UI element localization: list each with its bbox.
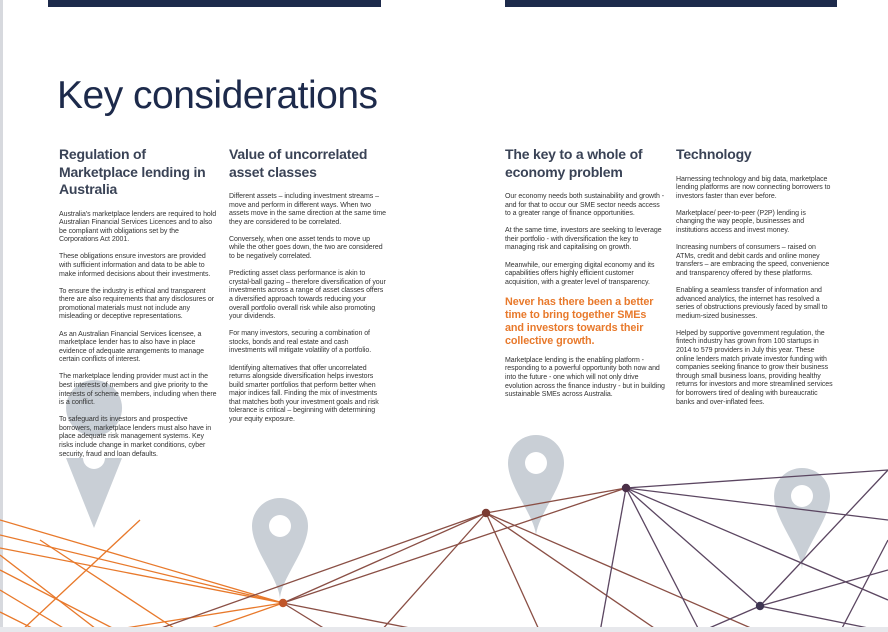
column-regulation <box>59 146 217 468</box>
location-pin-icon <box>252 498 308 600</box>
network-node <box>622 484 630 492</box>
network-lines-brown <box>150 488 760 632</box>
section-heading: Value of uncorrelated asset classes <box>229 146 368 180</box>
paragraph: The marketplace lending provider must act in the best interests of members and give priority to the interests of scheme members, including when there is a conflict. <box>59 373 217 407</box>
paragraph: Conversely, when one asset tends to move up while the other goes down, the two are considered to be negatively correlated. <box>229 235 383 261</box>
section-heading: Regulation of Marketplace lending in Australia <box>59 146 206 197</box>
section-heading: The key to a whole of economy problem <box>505 146 643 180</box>
paragraph: Enabling a seamless transfer of information and advanced analytics, the internet has resolved a series of obstructions previously faced by small to medium-sized businesses. <box>676 286 828 320</box>
column-technology <box>676 146 834 416</box>
bottom-rule <box>0 627 888 632</box>
network-lines-orange <box>0 520 283 632</box>
pull-quote: Never has there been a better time to bring together SMEs and investors towards their collective growth. <box>505 295 654 347</box>
paragraph: Our economy needs both sustainability and growth - and for that to occur our SME sector needs access to a greater range of finance opportunities. <box>505 193 664 218</box>
network-node <box>482 509 490 517</box>
paragraph: Harnessing technology and big data, marketplace lending platforms are now connecting borrowers to investors faster than ever before. <box>676 175 831 200</box>
paragraph: Helped by supportive government regulation, the fintech industry has grown from 100 startups in 2014 to 579 providers in July this year. These online lenders match private investor funding with companies seeking finance to grow their business through small business loans, providing healthy returns for investors and more streamlined services for borrowers tired of dealing with bureaucratic banks and over-inflated fees. <box>676 329 833 406</box>
network-node <box>279 599 287 607</box>
network-node <box>756 602 764 610</box>
paragraph: To safeguard its investors and prospective borrowers, marketplace lenders must also have in place adequate risk management systems. Key risks include change in market conditions, cyber security, fraud and loan defaults. <box>59 416 212 458</box>
paragraph: Marketplace lending is the enabling platform - responding to a powerful opportunity both now and into the future - one which will not only drive evolution across the finance industry - but in building sustainable SMEs across Australia. <box>505 356 665 399</box>
paragraph: Predicting asset class performance is akin to crystal-ball gazing – therefore diversification of your investments across a range of asset classes offers a diversified approach towards reducing your overall portfolio overall risk while also promoting your dividends. <box>229 270 386 321</box>
column-economy-problem <box>505 146 665 408</box>
paragraph: For many investors, securing a combination of stocks, bonds and real estate and cash investments will mitigate volatility of a portfolio. <box>229 330 372 355</box>
paragraph: Identifying alternatives that offer uncorrelated returns alongside diversification helps investors build smarter portfolios that perform better when major indices fall. Finding the mix of investments that matches both your investment goals and risk tolerance is critical – beginning with determining your equity exposure. <box>229 364 379 424</box>
location-pin-icon <box>508 435 564 537</box>
column-uncorrelated-assets <box>229 146 387 433</box>
paragraph: Meanwhile, our emerging digital economy and its capabilities offers highly efficient customer acquisition, with a greater level of transparency. <box>505 261 655 286</box>
paragraph: Marketplace/ peer-to-peer (P2P) lending is changing the way people, businesses and institutions access and invest money. <box>676 209 806 234</box>
paragraph: These obligations ensure investors are provided with sufficient information and data to be able to make informed decisions about their investments. <box>59 253 211 278</box>
paragraph: As an Australian Financial Services licensee, a marketplace lender has to also have in place evidence of adequate arrangements to manage certain conflicts of interest. <box>59 330 204 364</box>
paragraph: Australia's marketplace lenders are required to hold Australian Financial Services Licences and to also be compliant with obligations set by the Corporations Act 2001. <box>59 210 217 244</box>
network-lines-purple <box>600 470 888 632</box>
section-heading: Technology <box>676 146 752 162</box>
paragraph: Increasing numbers of consumers – raised on ATMs, credit and debit cards and online money transfers – are embracing the speed, convenience and transparency offered by these platforms. <box>676 244 830 277</box>
paragraph: To ensure the industry is ethical and transparent there are also requirements that any disclosures or promotional materials must not include any misleading or deceptive representations. <box>59 287 215 321</box>
page-title: Key considerations <box>57 74 378 117</box>
paragraph: At the same time, investors are seeking to leverage their portfolio - with diversification the key to managing risk and capitalising on growth. <box>505 227 662 252</box>
paragraph: Different assets – including investment streams – move and perform in different ways. When two assets move in the same direction at the same time they are considered to be correlated. <box>229 193 387 226</box>
